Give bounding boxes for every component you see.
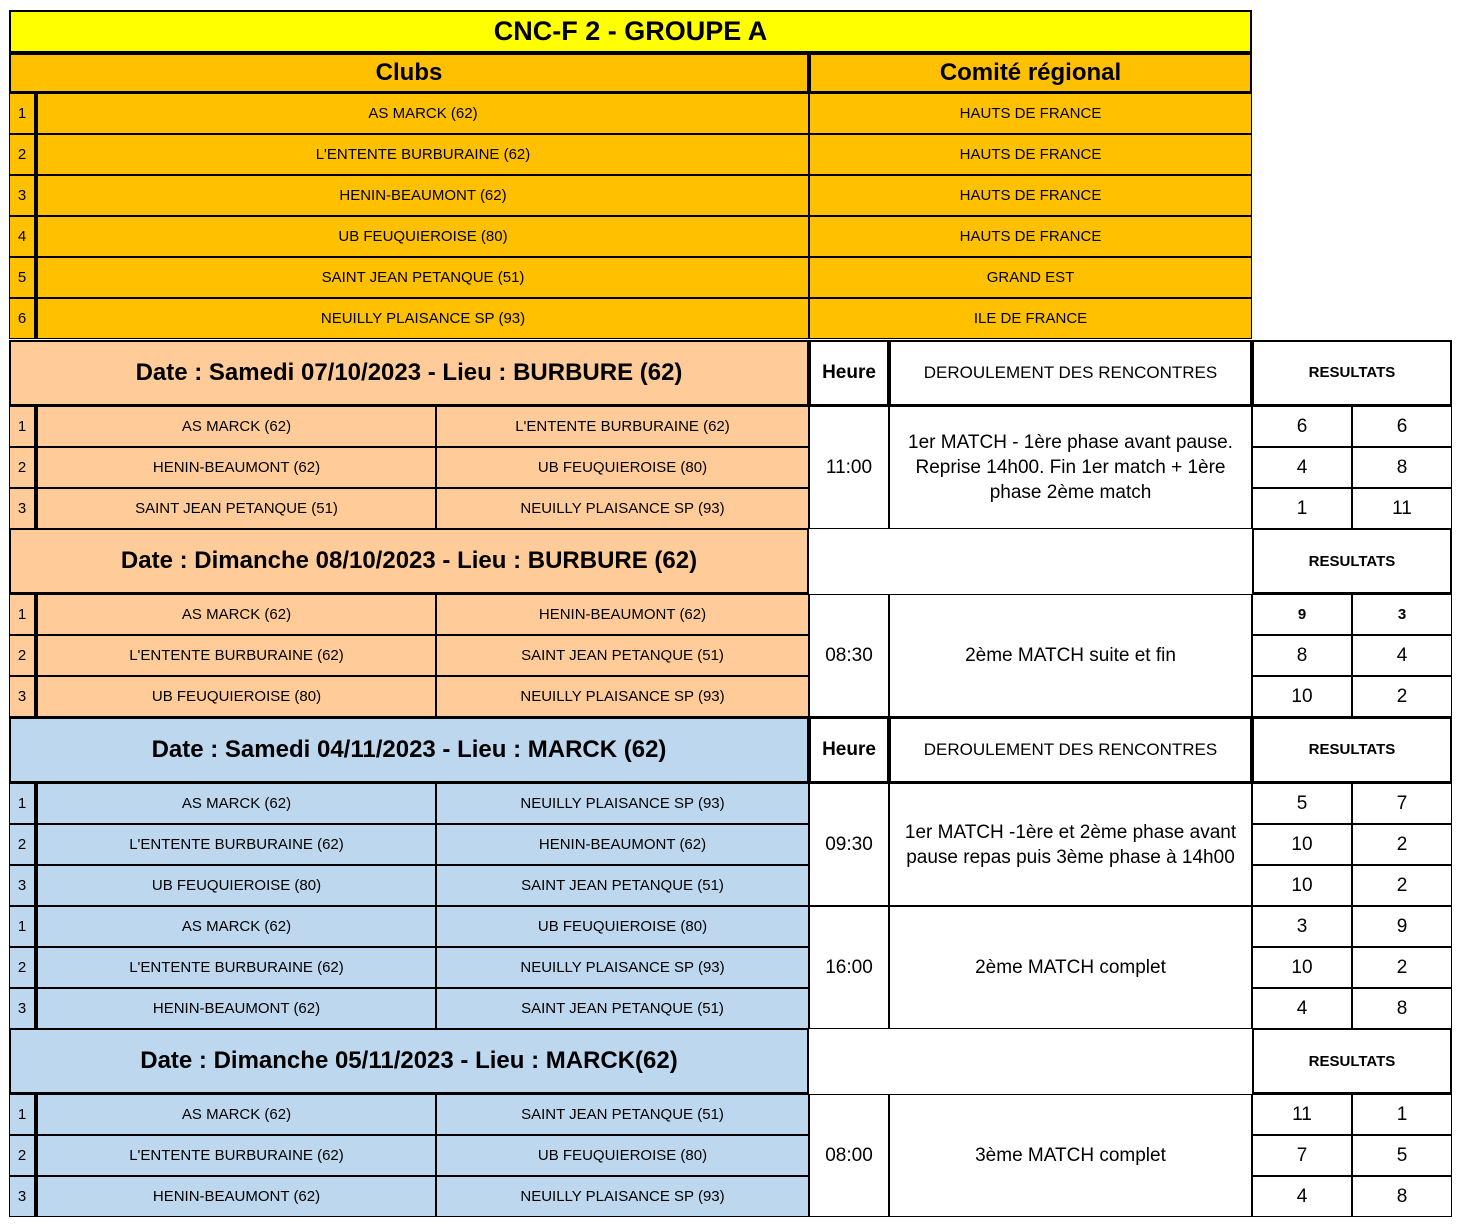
home-team: AS MARCK (62) bbox=[37, 906, 436, 947]
heure-header: Heure bbox=[809, 340, 889, 406]
match-number: 3 bbox=[9, 865, 37, 906]
away-team: NEUILLY PLAISANCE SP (93) bbox=[436, 1176, 809, 1217]
club-number: 1 bbox=[9, 93, 37, 134]
home-team: UB FEUQUIEROISE (80) bbox=[37, 865, 436, 906]
away-team: SAINT JEAN PETANQUE (51) bbox=[436, 865, 809, 906]
home-team: AS MARCK (62) bbox=[37, 406, 436, 447]
match-number: 3 bbox=[9, 1176, 37, 1217]
match-number: 2 bbox=[9, 824, 37, 865]
match-number: 3 bbox=[9, 676, 37, 717]
away-score: 2 bbox=[1352, 947, 1452, 988]
match-time: 11:00 bbox=[809, 406, 889, 529]
match-number: 2 bbox=[9, 635, 37, 676]
home-score: 4 bbox=[1252, 988, 1352, 1029]
resultats-header: RESULTATS bbox=[1252, 1028, 1452, 1094]
club-region: HAUTS DE FRANCE bbox=[809, 93, 1252, 134]
away-score: 8 bbox=[1352, 988, 1452, 1029]
match-description: 1er MATCH - 1ère phase avant pause. Reprise 14h00. Fin 1er match + 1ère phase 2ème match bbox=[889, 406, 1252, 529]
match-time: 09:30 bbox=[809, 783, 889, 906]
match-number: 3 bbox=[9, 488, 37, 529]
club-number: 2 bbox=[9, 134, 37, 175]
match-number: 2 bbox=[9, 447, 37, 488]
home-team: AS MARCK (62) bbox=[37, 783, 436, 824]
match-number: 1 bbox=[9, 1094, 37, 1135]
away-score: 6 bbox=[1352, 406, 1452, 447]
home-team: UB FEUQUIEROISE (80) bbox=[37, 676, 436, 717]
club-region: HAUTS DE FRANCE bbox=[809, 216, 1252, 257]
home-team: L'ENTENTE BURBURAINE (62) bbox=[37, 635, 436, 676]
home-team: AS MARCK (62) bbox=[37, 1094, 436, 1135]
match-time: 08:30 bbox=[809, 594, 889, 717]
day-4-title: Date : Dimanche 05/11/2023 - Lieu : MARCK(62) bbox=[9, 1028, 809, 1094]
away-team: UB FEUQUIEROISE (80) bbox=[436, 906, 809, 947]
home-score: 8 bbox=[1252, 635, 1352, 676]
match-number: 1 bbox=[9, 406, 37, 447]
home-score: 10 bbox=[1252, 824, 1352, 865]
away-score: 2 bbox=[1352, 865, 1452, 906]
club-name: SAINT JEAN PETANQUE (51) bbox=[37, 257, 809, 298]
match-time: 16:00 bbox=[809, 906, 889, 1029]
day-2-title: Date : Dimanche 08/10/2023 - Lieu : BURBURE (62) bbox=[9, 528, 809, 594]
resultats-header: RESULTATS bbox=[1252, 528, 1452, 594]
match-time: 08:00 bbox=[809, 1094, 889, 1217]
match-number: 1 bbox=[9, 906, 37, 947]
away-team: UB FEUQUIEROISE (80) bbox=[436, 447, 809, 488]
club-name: UB FEUQUIEROISE (80) bbox=[37, 216, 809, 257]
heure-header: Heure bbox=[809, 717, 889, 783]
away-score: 4 bbox=[1352, 635, 1452, 676]
club-name: AS MARCK (62) bbox=[37, 93, 809, 134]
away-score: 2 bbox=[1352, 824, 1452, 865]
away-score: 8 bbox=[1352, 1176, 1452, 1217]
resultats-header: RESULTATS bbox=[1252, 340, 1452, 406]
home-team: AS MARCK (62) bbox=[37, 594, 436, 635]
page-title: CNC-F 2 - GROUPE A bbox=[9, 10, 1252, 53]
away-team: NEUILLY PLAISANCE SP (93) bbox=[436, 947, 809, 988]
club-region: HAUTS DE FRANCE bbox=[809, 134, 1252, 175]
club-region: ILE DE FRANCE bbox=[809, 298, 1252, 339]
home-score: 4 bbox=[1252, 1176, 1352, 1217]
home-score: 5 bbox=[1252, 783, 1352, 824]
club-name: HENIN-BEAUMONT (62) bbox=[37, 175, 809, 216]
away-team: NEUILLY PLAISANCE SP (93) bbox=[436, 783, 809, 824]
away-team: UB FEUQUIEROISE (80) bbox=[436, 1135, 809, 1176]
deroulement-header: DEROULEMENT DES RENCONTRES bbox=[889, 717, 1252, 783]
away-score: 5 bbox=[1352, 1135, 1452, 1176]
match-number: 1 bbox=[9, 783, 37, 824]
home-score: 3 bbox=[1252, 906, 1352, 947]
home-team: L'ENTENTE BURBURAINE (62) bbox=[37, 824, 436, 865]
day-3-title: Date : Samedi 04/11/2023 - Lieu : MARCK (62) bbox=[9, 717, 809, 783]
match-number: 3 bbox=[9, 988, 37, 1029]
match-description: 3ème MATCH complet bbox=[889, 1094, 1252, 1217]
club-name: NEUILLY PLAISANCE SP (93) bbox=[37, 298, 809, 339]
away-score: 7 bbox=[1352, 783, 1452, 824]
club-number: 5 bbox=[9, 257, 37, 298]
away-score: 11 bbox=[1352, 488, 1452, 529]
away-score: 2 bbox=[1352, 676, 1452, 717]
home-score: 1 bbox=[1252, 488, 1352, 529]
away-score: 8 bbox=[1352, 447, 1452, 488]
home-score: 10 bbox=[1252, 947, 1352, 988]
away-team: NEUILLY PLAISANCE SP (93) bbox=[436, 676, 809, 717]
match-number: 2 bbox=[9, 1135, 37, 1176]
match-number: 1 bbox=[9, 594, 37, 635]
deroulement-header: DEROULEMENT DES RENCONTRES bbox=[889, 340, 1252, 406]
resultats-header: RESULTATS bbox=[1252, 717, 1452, 783]
home-score: 10 bbox=[1252, 865, 1352, 906]
home-score: 11 bbox=[1252, 1094, 1352, 1135]
home-team: HENIN-BEAUMONT (62) bbox=[37, 988, 436, 1029]
away-team: L'ENTENTE BURBURAINE (62) bbox=[436, 406, 809, 447]
home-team: HENIN-BEAUMONT (62) bbox=[37, 1176, 436, 1217]
match-description: 2ème MATCH suite et fin bbox=[889, 594, 1252, 717]
club-region: GRAND EST bbox=[809, 257, 1252, 298]
club-region: HAUTS DE FRANCE bbox=[809, 175, 1252, 216]
home-team: L'ENTENTE BURBURAINE (62) bbox=[37, 1135, 436, 1176]
home-score: 4 bbox=[1252, 447, 1352, 488]
away-score: 3 bbox=[1352, 594, 1452, 635]
clubs-header: Clubs bbox=[9, 53, 809, 93]
club-number: 4 bbox=[9, 216, 37, 257]
away-team: SAINT JEAN PETANQUE (51) bbox=[436, 988, 809, 1029]
day-1-title: Date : Samedi 07/10/2023 - Lieu : BURBURE (62) bbox=[9, 340, 809, 406]
home-score: 9 bbox=[1252, 594, 1352, 635]
match-description: 2ème MATCH complet bbox=[889, 906, 1252, 1029]
away-team: SAINT JEAN PETANQUE (51) bbox=[436, 1094, 809, 1135]
club-name: L'ENTENTE BURBURAINE (62) bbox=[37, 134, 809, 175]
home-score: 10 bbox=[1252, 676, 1352, 717]
away-team: NEUILLY PLAISANCE SP (93) bbox=[436, 488, 809, 529]
home-team: HENIN-BEAUMONT (62) bbox=[37, 447, 436, 488]
away-team: SAINT JEAN PETANQUE (51) bbox=[436, 635, 809, 676]
home-score: 7 bbox=[1252, 1135, 1352, 1176]
home-score: 6 bbox=[1252, 406, 1352, 447]
away-score: 9 bbox=[1352, 906, 1452, 947]
match-description: 1er MATCH -1ère et 2ème phase avant pause repas puis 3ème phase à 14h00 bbox=[889, 783, 1252, 906]
club-number: 6 bbox=[9, 298, 37, 339]
away-team: HENIN-BEAUMONT (62) bbox=[436, 594, 809, 635]
home-team: L'ENTENTE BURBURAINE (62) bbox=[37, 947, 436, 988]
match-number: 2 bbox=[9, 947, 37, 988]
away-team: HENIN-BEAUMONT (62) bbox=[436, 824, 809, 865]
club-number: 3 bbox=[9, 175, 37, 216]
comite-header: Comité régional bbox=[809, 53, 1252, 93]
home-team: SAINT JEAN PETANQUE (51) bbox=[37, 488, 436, 529]
away-score: 1 bbox=[1352, 1094, 1452, 1135]
